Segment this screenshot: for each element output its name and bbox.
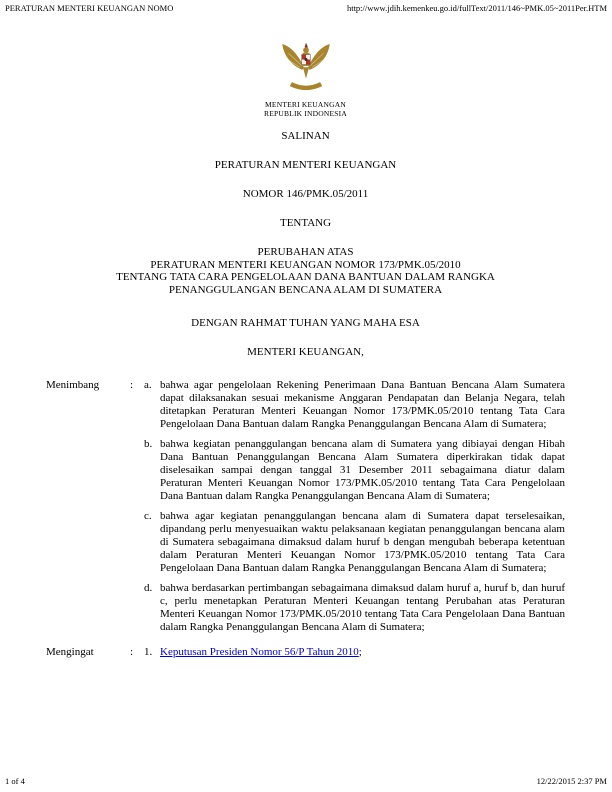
keppres-56-link[interactable]: Keputusan Presiden Nomor 56/P Tahun 2010 [160,646,359,658]
item-letter: c. [144,510,152,522]
item-letter: a. [144,379,152,391]
mengingat-colon: : [130,646,134,658]
letterhead-ministry: MENTERI KEUANGAN [265,100,346,109]
item-suffix: ; [358,646,362,658]
menimbang-colon: : [130,379,134,391]
item-letter: b. [144,438,153,450]
issuer-line: MENTERI KEUANGAN, [247,346,364,358]
menimbang-items [144,379,565,634]
mengingat-clause [46,646,565,659]
garuda-emblem-icon [46,40,565,100]
item-letter: d. [144,582,153,594]
print-header-title: PERATURAN MENTERI KEUANGAN NOMO [5,3,174,13]
menimbang-label: Menimbang [46,379,100,391]
item-text: bahwa kegiatan penanggulangan bencana alam di Sumatera yang dibiayai dengan Hibah Dana Bantuan Penanggulangan Bencana Alam Sumatera diperkirakan tidak dapat diselesaikan sampai dengan tanggal 31 Desember 2011 sebagaimana diatur dalam Peraturan Menteri Keuangan Nomor 173/PMK.05/2010 tentang Tata Cara Pengelolaan Dana Bantuan dalam Rangka Penanggulangan Bencana Alam di Sumatera; [160,438,565,502]
subject-line-1: PERUBAHAN ATAS [257,246,354,258]
page-indicator: 1 of 4 [5,776,25,786]
print-footer [5,776,607,786]
document-subject [46,246,565,296]
consideration-item-a [144,379,565,431]
item-text: bahwa agar pengelolaan Rekening Penerimaan Dana Bantuan Bencana Alam Sumatera dapat dilaksanakan sesuai mekanisme Anggaran Pendapatan dan Belanja Negara, telah ditetapkan Peraturan Menteri Keuangan Nomor 173/PMK.05/2010 tentang Tata Cara Pengelolaan Dana Bantuan dalam Rangka Penanggulangan Bencana Alam di Sumatera; [160,379,565,430]
print-header-url: http://www.jdih.kemenkeu.go.id/fullText/2011/146~PMK.05~2011Per.HTM [346,3,607,13]
item-text: bahwa berdasarkan pertimbangan sebagaimana dimaksud dalam huruf a, huruf b, dan huruf c, perlu menetapkan Peraturan Menteri Keuangan tentang Perubahan atas Peraturan Menteri Keuangan Nomor 173/PMK.05/2010 tentang Tata Cara Pengelolaan Dana Bantuan dalam Rangka Penanggulangan Bencana Alam di Sumatera; [160,582,565,633]
subject-line-4: PENANGGULANGAN BENCANA ALAM DI SUMATERA [168,283,443,296]
item-text [160,646,565,659]
mengingat-label: Mengingat [46,646,94,658]
print-timestamp: 12/22/2015 2:37 PM [536,776,607,786]
item-number: 1. [144,646,153,658]
consideration-item-b [144,438,565,503]
menimbang-clause [46,379,565,634]
legal-basis-item-1 [144,646,565,659]
letterhead-republic: REPUBLIK INDONESIA [264,109,347,118]
consideration-item-c [144,510,565,575]
print-header [5,3,607,13]
document-title: PERATURAN MENTERI KEUANGAN [214,159,397,171]
grace-line: DENGAN RAHMAT TUHAN YANG MAHA ESA [191,317,420,329]
item-text: bahwa agar kegiatan penanggulangan bencana alam di Sumatera dapat terselesaikan, dipandang perlu menyesuaikan waktu pelaksanaan kegiatan penanggulangan bencana alam di Sumatera sebagaimana dimaksud dalam huruf b dengan mengubah beberapa ketentuan dalam Peraturan Menteri Keuangan Nomor 173/PMK.05/2010 tentang Tata Cara Pengelolaan Dana Bantuan dalam Rangka Penanggulangan Bencana Alam di Sumatera; [160,510,565,574]
consideration-item-d [144,582,565,634]
document-content [46,40,565,659]
document-number: NOMOR 146/PMK.05/2011 [242,188,369,200]
copy-label: SALINAN [281,130,330,142]
subject-line-2: PERATURAN MENTERI KEUANGAN NOMOR 173/PMK.05/2010 [150,258,461,271]
subject-line-3: TENTANG TATA CARA PENGELOLAAN DANA BANTUAN DALAM RANGKA [116,271,495,283]
mengingat-items [144,646,565,659]
about-label: TENTANG [279,217,332,229]
